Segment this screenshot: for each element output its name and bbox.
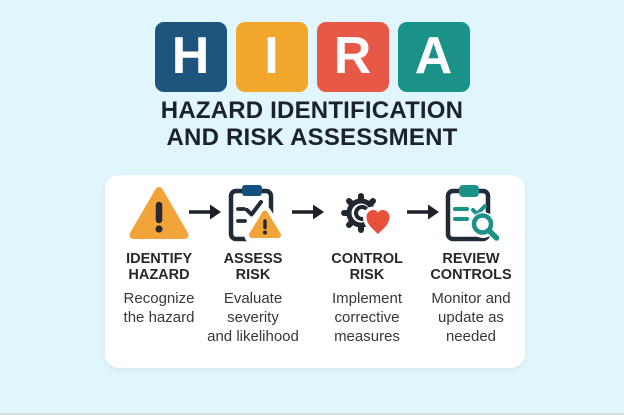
step-description — [431, 289, 510, 346]
step-description-line: Evaluate — [223, 290, 283, 307]
hira-logo — [0, 22, 624, 92]
step-description-line: Monitor and — [431, 290, 511, 307]
step-title: CONTROL RISK — [331, 251, 403, 283]
step-description-line: corrective — [334, 309, 400, 326]
step-review-controls — [419, 175, 523, 346]
page-title — [0, 97, 624, 151]
page-title-line-1: HAZARD IDENTIFICATION — [160, 97, 464, 124]
step-description — [332, 289, 402, 346]
clipboard-warning-icon — [225, 181, 281, 247]
step-description-line: needed — [445, 328, 497, 345]
step-assess-risk — [201, 175, 305, 346]
step-description-line: and likelihood — [207, 328, 299, 345]
step-description — [207, 289, 299, 346]
step-description-line: Implement — [331, 290, 403, 307]
step-description-line: update as — [438, 309, 504, 326]
step-title: IDENTIFY HAZARD — [126, 251, 193, 283]
step-description — [124, 289, 195, 327]
logo-tile-a: A — [398, 22, 470, 92]
process-card — [105, 175, 525, 368]
step-description-line: measures — [334, 328, 400, 345]
step-description-line: the hazard — [123, 309, 195, 326]
logo-tile-i: I — [236, 22, 308, 92]
gear-heart-icon — [338, 181, 396, 247]
step-title: ASSESS RISK — [223, 251, 283, 283]
step-control-risk — [315, 175, 419, 346]
arrow-right-icon — [291, 203, 325, 221]
logo-tile-h: H — [155, 22, 227, 92]
warning-triangle-icon — [129, 181, 189, 247]
arrow-right-icon — [406, 203, 440, 221]
step-identify-hazard — [107, 175, 211, 327]
step-title: REVIEW CONTROLS — [430, 251, 512, 283]
step-description-line: severity — [227, 309, 279, 326]
logo-tile-r: R — [317, 22, 389, 92]
page-title-line-2: AND RISK ASSESSMENT — [166, 124, 458, 151]
arrow-right-icon — [188, 203, 222, 221]
clipboard-search-icon — [442, 181, 500, 247]
step-description-line: Recognize — [123, 290, 195, 307]
